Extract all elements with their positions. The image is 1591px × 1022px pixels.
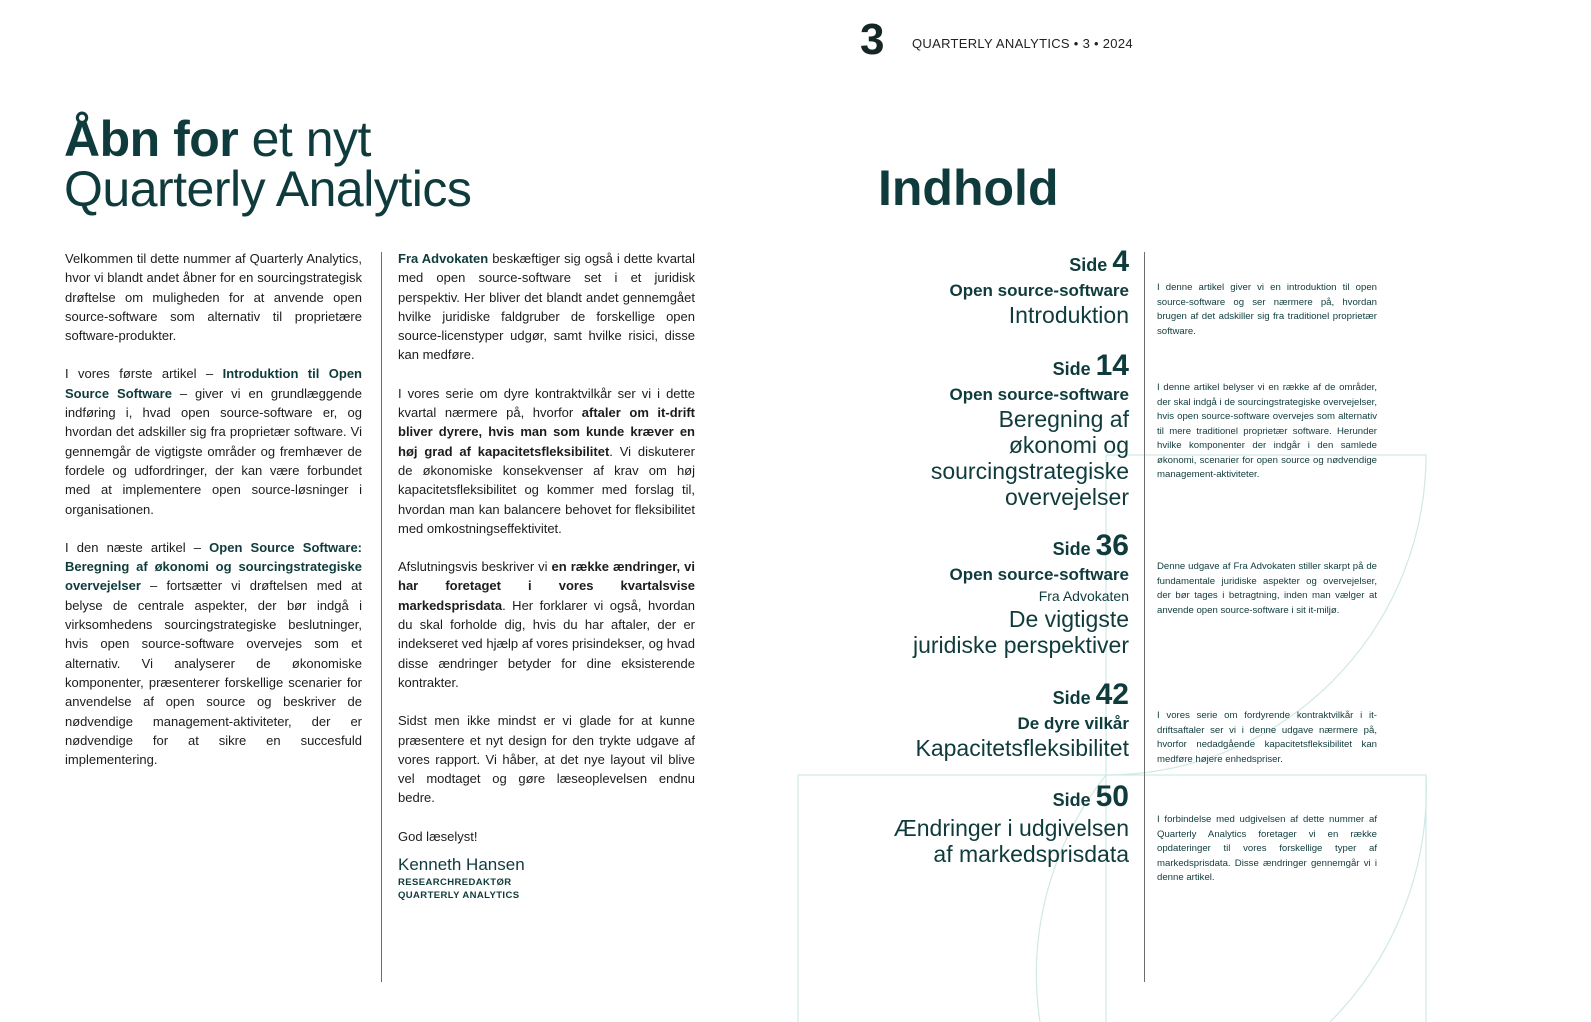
- page-number: 3: [860, 15, 885, 64]
- toc-subsection: Fra Advokaten: [1038, 588, 1129, 604]
- article-link-introduktion[interactable]: Introduktion til Open Source Software: [65, 366, 362, 401]
- text: – giver vi en grundlæggende indføring i, hvad open source-software er, og hvordan det adskiller sig fra proprietær software. Vi gennemgår de vigtigste områder og fremhæver de fordele og udfordringer, der kan være forbundet med at implementere open source-løsninger i organisationen.: [65, 385, 362, 517]
- signature-publication: QUARTERLY ANALYTICS: [398, 890, 520, 902]
- toc-title-line: De vigtigste: [1008, 606, 1129, 632]
- toc-page-ref: [950, 247, 1130, 280]
- toc-title-line: økonomi og: [1008, 432, 1129, 458]
- toc-page-number: 42: [1095, 678, 1129, 711]
- toc-description-1: I denne artikel giver vi en introduktion til open source-software og ser nærmere på, hvordan brugen af det adskiller sig fra traditionel proprietær software.: [1157, 282, 1377, 337]
- toc-title-line: Ændringer i udgivelsen: [893, 815, 1129, 841]
- toc-title-line: Beregning af: [998, 406, 1129, 432]
- toc-description-5: I forbindelse med udgivelsen af dette nummer af Quarterly Analytics foretager vi en række opdateringer til vores forskellige typer af markedsprisdata. Disse ændringer gennemgår vi i denne artikel.: [1157, 814, 1377, 883]
- text: beskæftiger sig også i dette kvartal med open source-software set i et juridisk perspektiv. Her bliver det blandt andet gennemgået hvilke juridiske faldgruber de forskellige open source-licenstyper udgør, samt hvilke risici, disse kan medføre.: [398, 251, 695, 363]
- toc-section: Open source-software: [949, 385, 1129, 404]
- toc-page-number: 36: [1095, 529, 1129, 562]
- side-label: Side: [1052, 688, 1091, 708]
- emphasis: aftaler om it-drift bliver dyrere, hvis man som kunde kræver en høj grad af kapacitetsfleksibilitet: [398, 405, 695, 459]
- toc-entry-3[interactable]: [913, 531, 1129, 658]
- text: – fortsætter vi drøftelsen med at belyse de centrale aspekter, der bør indgå i virksomhedens sourcingstrategiske beslutninger, hvis open source-software overvejes som et alternativ. Vi analyserer de økonomiske komponenter, præsenterer forskellige scenarier for anvendelse af open source og beskriver de nødvendige management-aktiviteter, der er nødvendige for at sikre en succesfuld implementering.: [65, 578, 362, 768]
- toc-section: Open source-software: [949, 565, 1129, 584]
- toc-title-line: af markedsprisdata: [933, 841, 1129, 867]
- title-bold: Åbn for: [64, 111, 239, 167]
- side-label: Side: [1052, 359, 1091, 379]
- paragraph-fra-advokaten: [398, 249, 695, 365]
- text: I vores serie om dyre kontraktvilkår ser vi i dette kvartal nærmere på, hvorfor: [398, 385, 695, 421]
- toc-title-line: Kapacitetsfleksibilitet: [915, 735, 1129, 761]
- toc-entry-2[interactable]: [931, 351, 1129, 510]
- paragraph-intro: Velkommen til dette nummer af Quarterly Analytics, hvor vi blandt andet åbner for en sourcingstrategisk drøftelse om muligheden for at anvende open source-software som alternativ til proprietære software-produkter.: [65, 251, 362, 344]
- signature-name: Kenneth Hansen: [398, 855, 525, 875]
- toc-title-line: Introduktion: [1008, 302, 1129, 328]
- toc-page-ref: [894, 782, 1129, 815]
- side-label: Side: [1052, 539, 1091, 559]
- side-label: Side: [1052, 790, 1091, 810]
- paragraph-kontraktvilkaar: [398, 384, 695, 538]
- text: I den næste artikel –: [65, 539, 210, 555]
- title-rest: et nyt: [238, 111, 371, 167]
- toc-entry-1[interactable]: [950, 247, 1130, 328]
- toc-page-ref: [913, 531, 1129, 564]
- toc-title-line: overvejelser: [1005, 484, 1129, 510]
- article-link-fra-advokaten[interactable]: Fra Advokaten: [398, 251, 489, 266]
- toc-page-number: 14: [1095, 349, 1129, 382]
- toc-page-ref: [916, 680, 1130, 713]
- toc-page-number: 50: [1095, 780, 1129, 813]
- toc-section: De dyre vilkår: [1017, 714, 1129, 733]
- paragraph-markedsprisdata: [398, 557, 695, 692]
- text: I vores første artikel –: [65, 366, 223, 382]
- toc-description-4: I vores serie om fordyrende kontraktvilkår i it-driftsaftaler ser vi i denne udgave nærmere på, hvorfor nedadgående kapacitetsfleksibilitet kan medføre højere enhedspriser.: [1157, 710, 1377, 765]
- text: . Her forklarer vi også, hvordan du skal forholde dig, hvis du har aftaler, der er indekseret ved hjælp af vores prisindekser, og hvad disse ændringer betyder for dine eksisterende kontrakter.: [398, 597, 695, 690]
- paragraph-greeting: God læselyst!: [398, 828, 478, 844]
- toc-heading: Indhold: [878, 160, 1059, 216]
- toc-divider: [1144, 252, 1145, 982]
- toc-section: Open source-software: [949, 281, 1129, 300]
- editorial-column-1: [65, 249, 362, 788]
- paragraph-next-article: [65, 538, 362, 770]
- toc-entry-4[interactable]: [916, 680, 1130, 761]
- toc-title-line: sourcingstrategiske: [930, 458, 1129, 484]
- toc-entry-5[interactable]: [894, 782, 1129, 867]
- toc-title-line: juridiske perspektiver: [912, 632, 1129, 658]
- running-head: QUARTERLY ANALYTICS • 3 • 2024: [912, 36, 1133, 51]
- column-divider: [381, 252, 382, 982]
- signature-role: RESEARCHREDAKTØR: [398, 877, 512, 889]
- editorial-title: [64, 111, 472, 217]
- editorial-column-2: [398, 249, 695, 902]
- title-line-2: Quarterly Analytics: [64, 161, 472, 217]
- emphasis: en række ændringer, vi har foretaget i vores kvartalsvise markedsprisdata: [398, 559, 695, 613]
- article-link-beregning[interactable]: Open Source Software: Beregning af økonomi og sourcingstrategiske overvejelser: [65, 539, 363, 594]
- side-label: Side: [1069, 255, 1108, 275]
- paragraph-design: Sidst men ikke mindst er vi glade for at kunne præsentere et nyt design for den trykte udgave af vores rapport. Vi håber, at det nye layout vil blive vel modtaget og gøre læseoplevelsen endnu bedre.: [398, 713, 695, 806]
- toc-description-3: Denne udgave af Fra Advokaten stiller skarpt på de fundamentale juridiske aspekter og overvejelser, der bør tages i betragtning, inden man vælger at anvende open source-software i sit it-miljø.: [1157, 561, 1377, 616]
- text: Afslutningsvis beskriver vi: [398, 559, 552, 575]
- toc-description-2: I denne artikel belyser vi en række af de områder, der skal indgå i de sourcingstrategiske overvejelser, hvis open source-software overvejes som alternativ til mere traditionel proprietær software. Herunder hvilke komponenter der indgår i den samlede økonomi, scenarier for open source og nødvendige management-aktiviteter.: [1157, 382, 1377, 480]
- paragraph-first-article: [65, 364, 362, 518]
- toc-page-number: 4: [1112, 245, 1129, 278]
- toc-page-ref: [931, 351, 1129, 384]
- text: . Vi diskuterer de økonomiske konsekvenser af krav om høj kapacitetsfleksibilitet og kommer med forslag til, hvordan man kan balancere behovet for fleksibilitet med omkostningseffektivitet.: [398, 443, 695, 536]
